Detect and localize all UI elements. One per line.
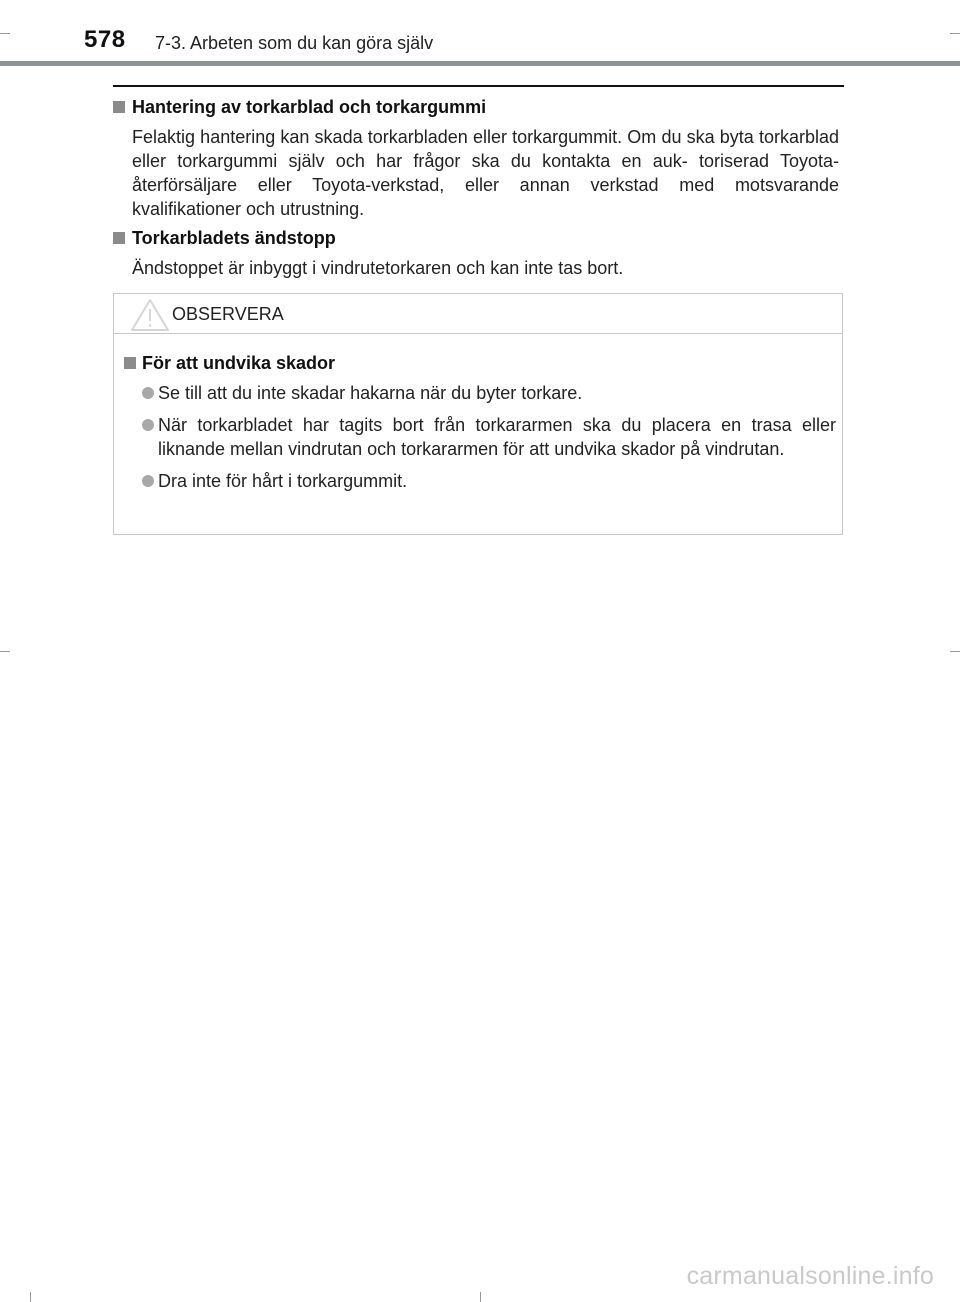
bullet-text: Dra inte för hårt i torkargummit. bbox=[158, 471, 408, 491]
round-bullet-icon bbox=[142, 419, 154, 431]
notice-content bbox=[124, 351, 836, 493]
page-header bbox=[0, 0, 960, 64]
notice-title: OBSERVERA bbox=[172, 304, 284, 324]
section-heading-text: Hantering av torkarblad och torkargummi bbox=[132, 97, 487, 117]
header-divider bbox=[0, 61, 960, 66]
notice-header bbox=[114, 294, 842, 334]
round-bullet-icon bbox=[142, 475, 154, 487]
section-wiper-blade-handling bbox=[113, 95, 839, 221]
content-divider bbox=[113, 85, 844, 87]
notice-heading bbox=[124, 351, 836, 375]
square-bullet-icon bbox=[113, 232, 125, 244]
section-title: 7-3. Arbeten som du kan göra själv bbox=[155, 33, 434, 53]
section-body: Ändstoppet är inbyggt i vindrutetorkaren och kan inte tas bort. bbox=[132, 258, 624, 278]
crop-mark bbox=[0, 651, 10, 652]
section-heading-text: Torkarbladets ändstopp bbox=[132, 228, 336, 248]
bullet-item bbox=[142, 381, 836, 405]
section-heading bbox=[113, 95, 839, 119]
bullet-text: Se till att du inte skadar hakarna när du byter torkare. bbox=[158, 383, 583, 403]
bullet-text: När torkarbladet har tagits bort från torkararmen ska du placera en trasa eller liknande mellan vindrutan och torkararmen för att undvika skador på vindrutan. bbox=[158, 415, 836, 459]
bullet-item bbox=[142, 469, 836, 493]
square-bullet-icon bbox=[113, 101, 125, 113]
section-body: Felaktig hantering kan skada torkarbladen eller torkargummit. Om du ska byta torkarblad eller torkargummi själv och har frågor ska du kontakta en auk- toriserad Toyota-återförsäljare eller Toyota-verkstad, eller annan verkstad med motsvarande kvalifikationer och utrustning. bbox=[132, 127, 839, 219]
notice-heading-text: För att undvika skador bbox=[142, 353, 336, 373]
section-end-stop bbox=[113, 226, 839, 280]
section-heading bbox=[113, 226, 839, 250]
crop-mark bbox=[950, 651, 960, 652]
bullet-item bbox=[142, 413, 836, 461]
notice-box bbox=[113, 293, 843, 535]
watermark: carmanualsonline.info bbox=[686, 1262, 934, 1290]
round-bullet-icon bbox=[142, 387, 154, 399]
square-bullet-icon bbox=[124, 357, 136, 369]
crop-mark bbox=[30, 1292, 31, 1302]
warning-triangle-icon bbox=[130, 298, 170, 332]
page-number: 578 bbox=[84, 26, 126, 53]
crop-mark bbox=[480, 1292, 481, 1302]
